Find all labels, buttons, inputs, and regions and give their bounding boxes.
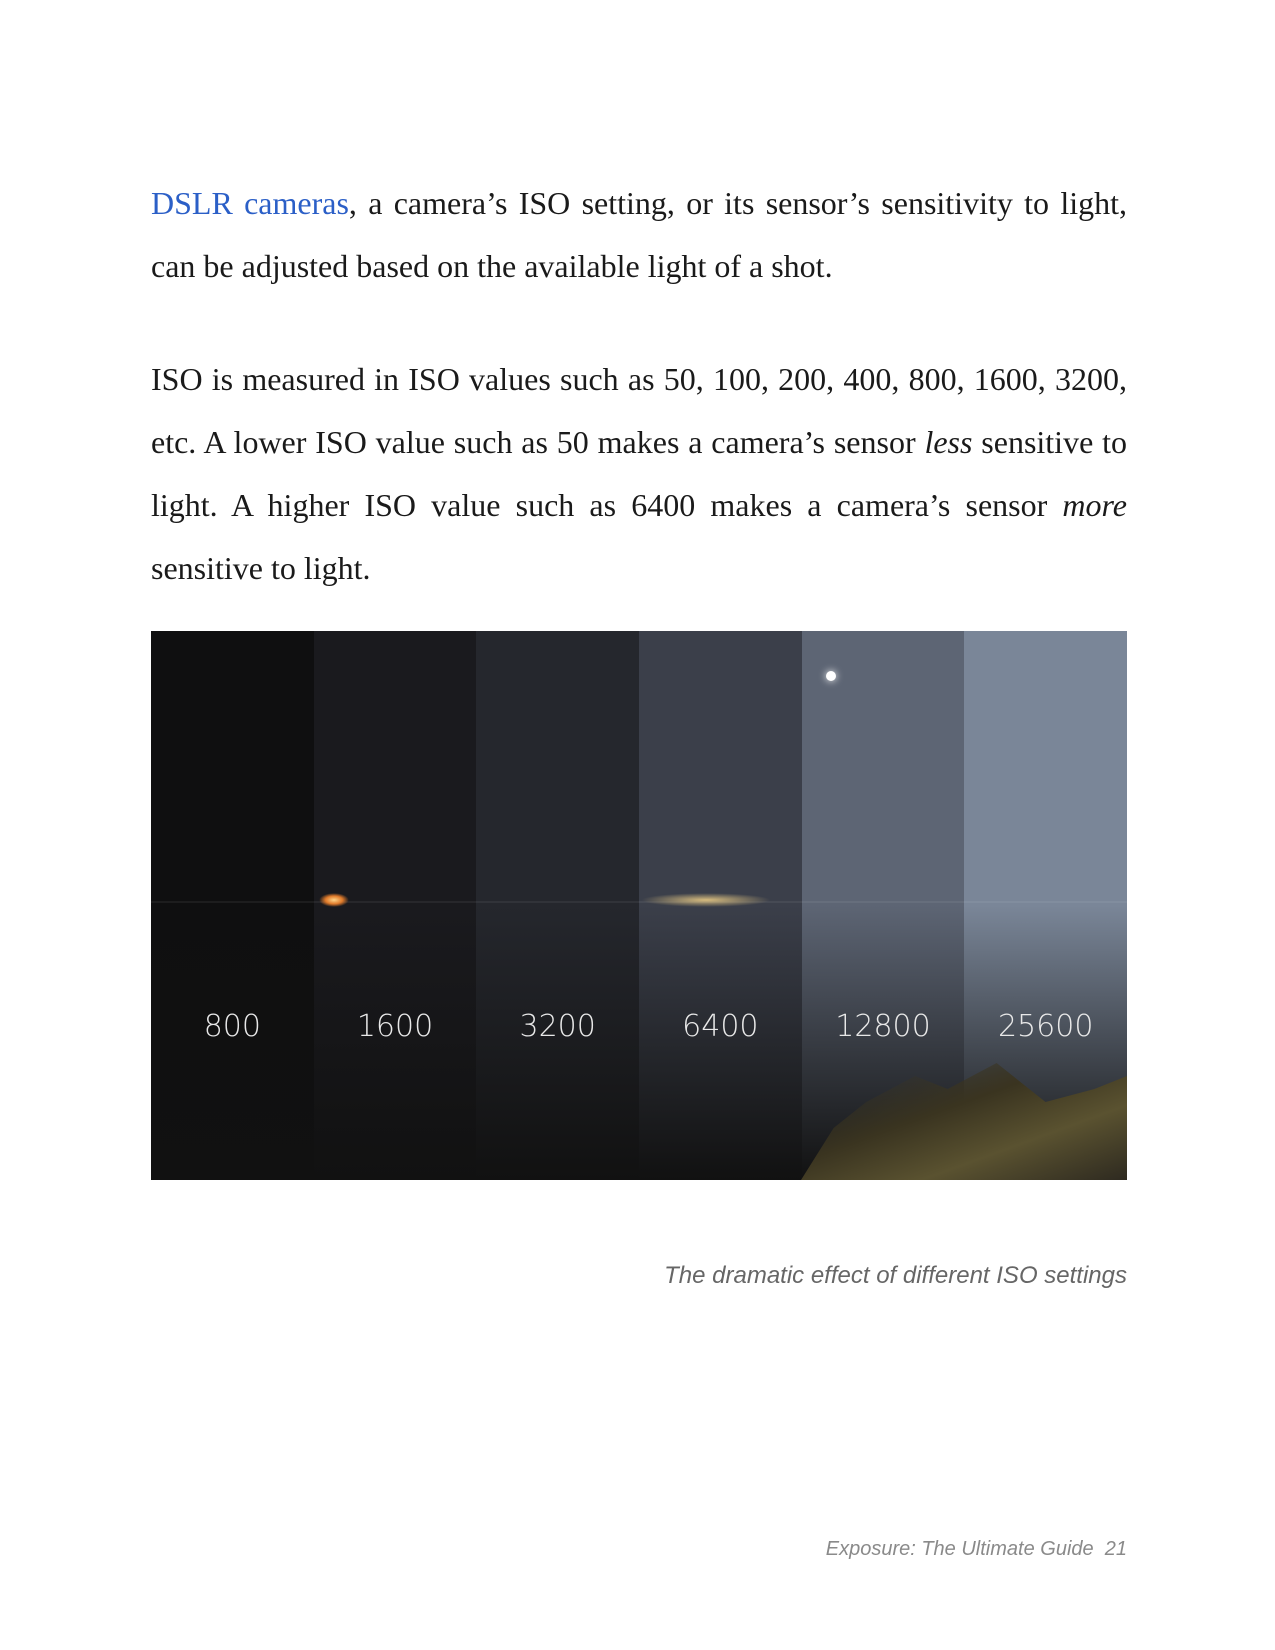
emphasis-more: more: [1062, 487, 1127, 523]
iso-strip-800: [151, 631, 314, 1180]
iso-comparison-photo: [151, 631, 1127, 1180]
page-footer: Exposure: The Ultimate Guide 21: [825, 1538, 1127, 1560]
paragraph-text: , a camera’s ISO setting, or its sensor’s sensitivity to light, can be adjusted based on the available light of a shot.: [151, 185, 1128, 284]
bright-star: [826, 671, 836, 681]
iso-label: 12800: [835, 1009, 931, 1044]
text: sensitive to light. A higher ISO value such as 6400 makes a camera’s sensor: [151, 424, 1128, 523]
iso-strip-3200: [476, 631, 639, 1180]
figure-caption: The dramatic effect of different ISO settings: [664, 1262, 1127, 1289]
paragraph-intro: [151, 172, 1127, 298]
iso-label: 1600: [356, 1009, 434, 1044]
text: ISO is measured in ISO values such as 50, 100, 200, 400, 800, 1600, 3200, etc. A lower ISO value such as 50 makes a camera’s sensor: [151, 361, 1127, 460]
paragraph-iso: [151, 348, 1127, 600]
text: sensitive to light.: [151, 550, 371, 586]
horizon-line: [151, 901, 1127, 903]
iso-label: 25600: [997, 1009, 1094, 1044]
dslr-cameras-link[interactable]: DSLR cameras: [151, 185, 349, 221]
emphasis-less: less: [924, 424, 973, 460]
lighthouse-glow: [319, 893, 349, 907]
iso-label: 6400: [682, 1009, 759, 1044]
iso-label: 800: [203, 1009, 261, 1044]
iso-label: 3200: [519, 1009, 596, 1044]
town-lights: [641, 893, 771, 907]
